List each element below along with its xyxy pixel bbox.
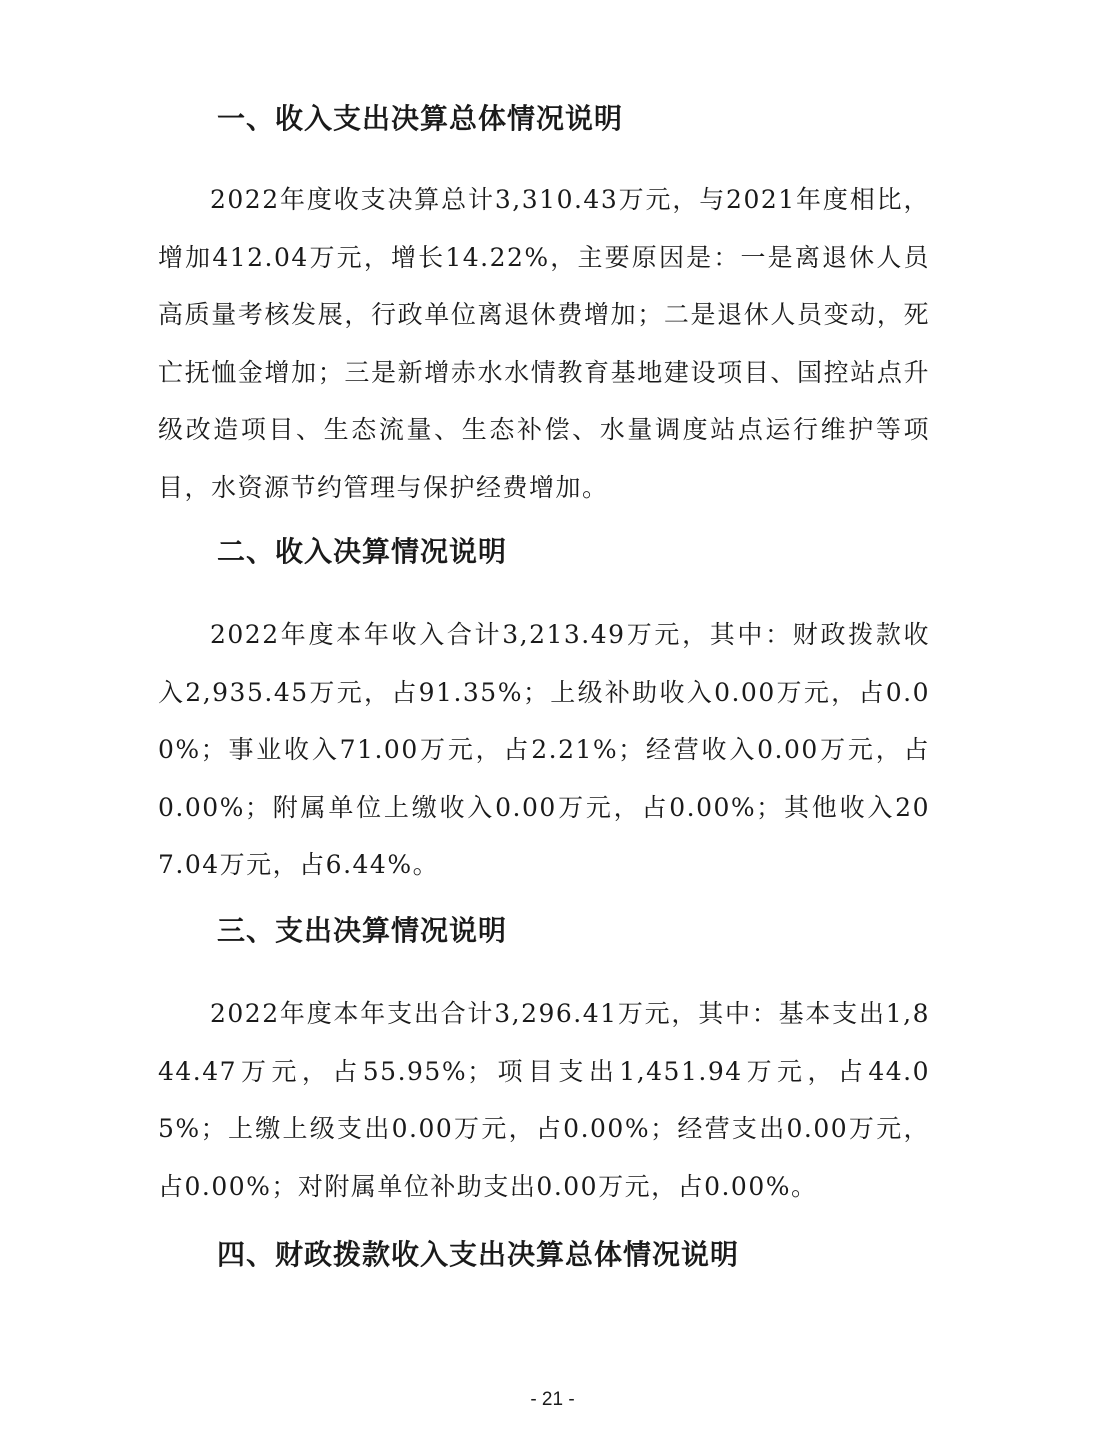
section-body-3: 2022年度本年支出合计3,296.41万元，其中：基本支出1,844.47万元，占55.95%；项目支出1,451.94万元，占44.05%；上缴上级支出0.00万元，占0.00%；经营支出0.00万元，占0.00%；对附属单位补助支出0.00万元，占0.00%。	[158, 999, 930, 1201]
section-heading-3: 三、支出决算情况说明	[217, 914, 508, 947]
section-heading-2: 二、收入决算情况说明	[217, 535, 508, 568]
section-heading-1: 一、收入支出决算总体情况说明	[217, 102, 624, 135]
page-number: - 21 -	[530, 1389, 575, 1410]
section-body-2: 2022年度本年收入合计3,213.49万元，其中：财政拨款收入2,935.45万元，占91.35%；上级补助收入0.00万元，占0.00%；事业收入71.00万元，占2.21%；经营收入0.00万元，占0.00%；附属单位上缴收入0.00万元，占0.00%；其他收入207.04万元，占6.44%。	[158, 620, 930, 879]
section-body-1: 2022年度收支决算总计3,310.43万元，与2021年度相比，增加412.04万元，增长14.22%，主要原因是：一是离退休人员高质量考核发展，行政单位离退休费增加；二是退休人员变动，死亡抚恤金增加；三是新增赤水水情教育基地建设项目、国控站点升级改造项目、生态流量、生态补偿、水量调度站点运行维护等项目，水资源节约管理与保护经费增加。	[158, 185, 930, 502]
section-heading-4: 四、财政拨款收入支出决算总体情况说明	[217, 1238, 740, 1271]
